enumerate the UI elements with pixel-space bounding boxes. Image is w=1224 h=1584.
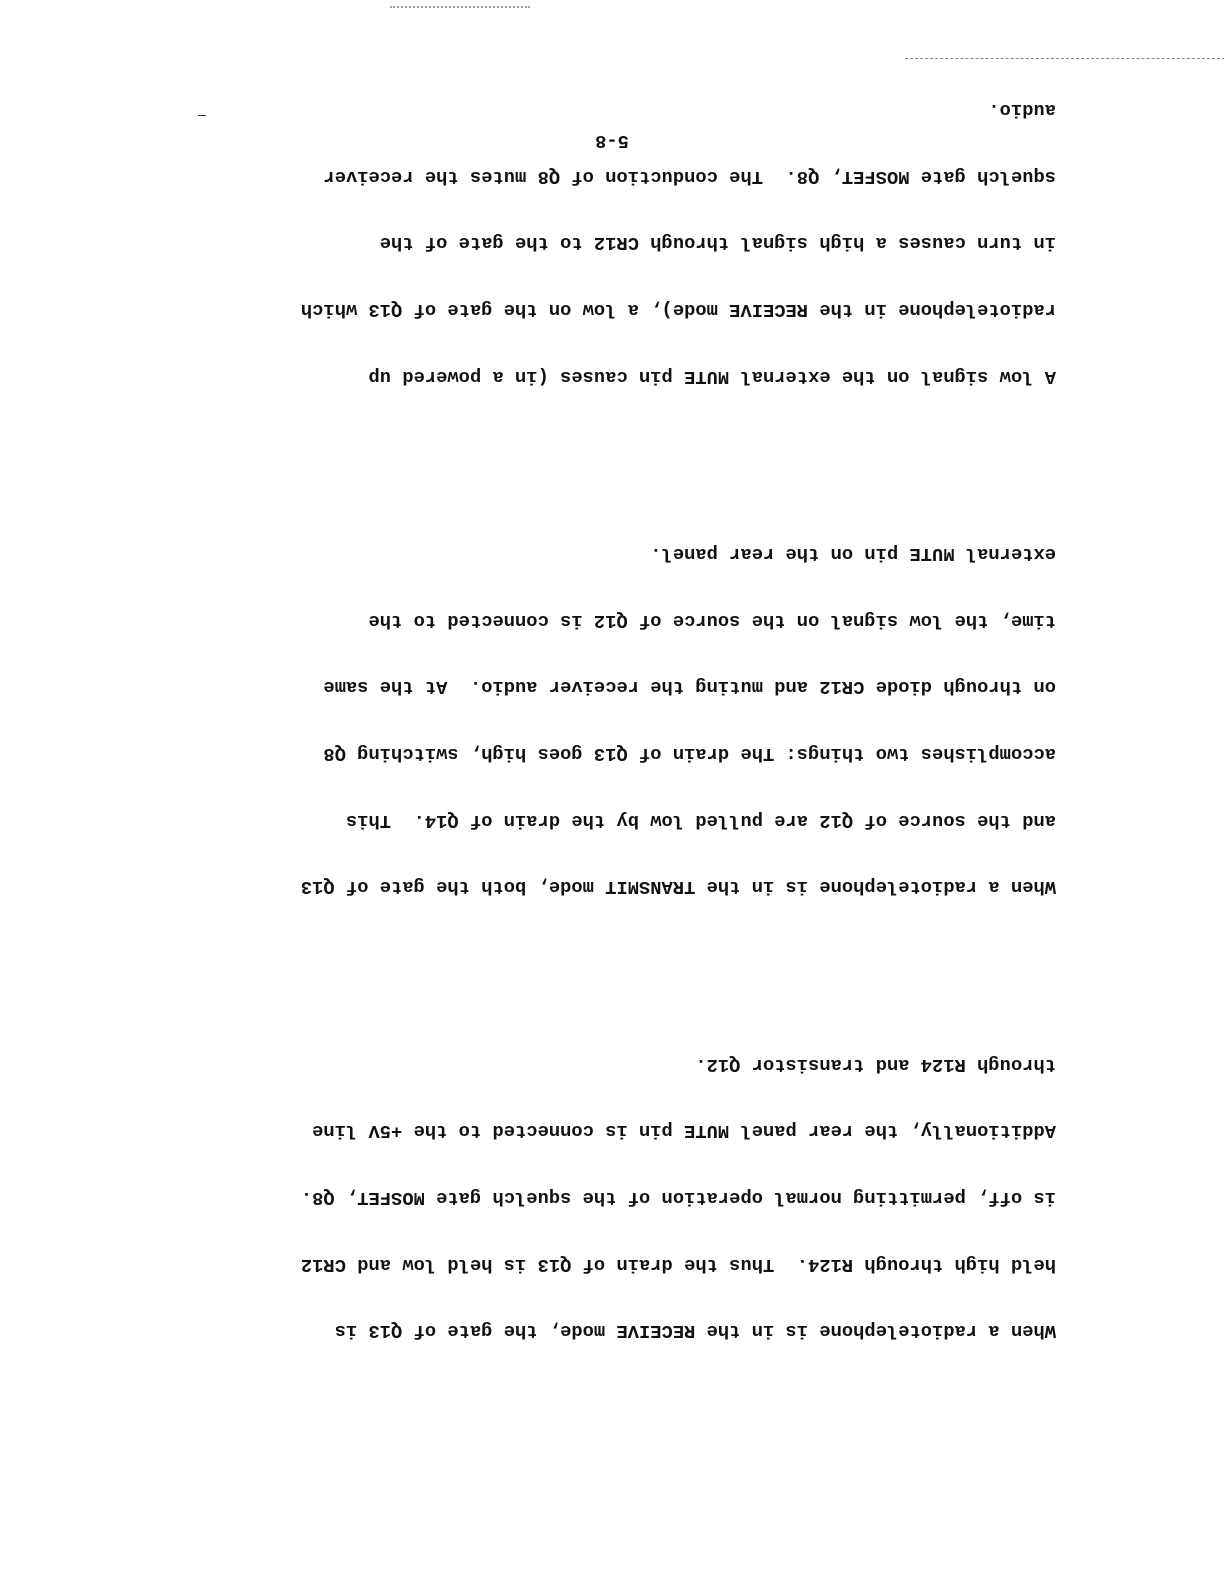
paragraph-mute-pin xyxy=(96,55,1056,432)
scan-artifact-dots xyxy=(390,6,530,8)
paragraph-transmit-mode xyxy=(96,499,1056,943)
text-line: held high through R124. Thus the drain of Q13 is held low and CR12 xyxy=(300,1253,1056,1276)
page-number: 5-8 xyxy=(595,130,629,152)
text-line: audio. xyxy=(988,99,1056,122)
text-line: Additionally, the rear panel MUTE pin is connected to the +5V line xyxy=(312,1120,1056,1143)
text-line: accomplishes two things: The drain of Q13 goes high, switching Q8 xyxy=(323,743,1056,766)
text-line: radiotelephone in the RECEIVE mode), a low on the gate of Q13 which xyxy=(300,299,1056,322)
text-line: time, the low signal on the source of Q12 is connected to the xyxy=(368,609,1056,632)
text-line: When a radiotelephone is in the RECEIVE mode, the gate of Q13 is xyxy=(334,1320,1056,1343)
text-line: in turn causes a high signal through CR12 to the gate of the xyxy=(379,232,1056,255)
text-line: on through diode CR12 and muting the receiver audio. At the same xyxy=(323,676,1056,699)
text-line: A low signal on the external MUTE pin causes (in a powered up xyxy=(368,365,1056,388)
text-line: external MUTE pin on the rear panel. xyxy=(650,543,1056,566)
text-line: When a radiotelephone is in the TRANSMIT mode, both the gate of Q13 xyxy=(300,876,1056,899)
scan-artifact-line xyxy=(905,58,1224,59)
scan-speck xyxy=(198,115,206,116)
text-line: squelch gate MOSFET, Q8. The conduction of Q8 mutes the receiver xyxy=(323,165,1056,188)
text-line: is off, permitting normal operation of the squelch gate MOSFET, Q8. xyxy=(300,1187,1056,1209)
paragraph-receive-mode xyxy=(96,1009,1056,1386)
text-line: and the source of Q12 are pulled low by the drain of Q14. This xyxy=(345,809,1056,832)
text-line: through R124 and transistor Q12. xyxy=(695,1053,1056,1076)
page-body xyxy=(96,0,1056,1431)
